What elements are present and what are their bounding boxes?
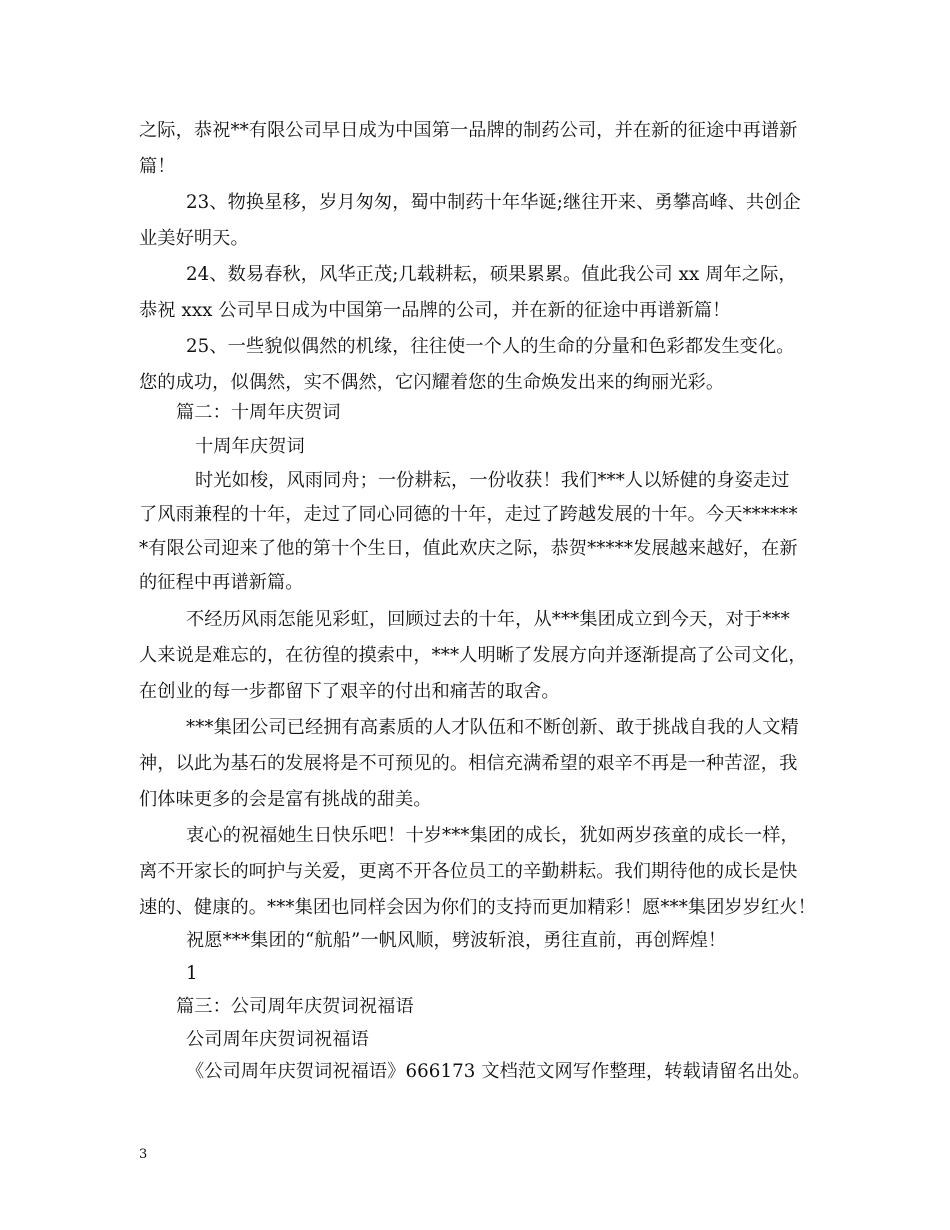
text-line: 23、物换星移，岁月匆匆，蜀中制药十年华诞;继往开来、勇攀高峰、共创企 (186, 192, 801, 213)
text-line: 祝愿***集团的“航船”一帆风顺，劈波斩浪，勇往直前，再创辉煌！ (186, 930, 727, 951)
text-line: 24、数易春秋，风华正茂;几载耕耘，硕果累累。值此我公司 xx 周年之际， (186, 264, 797, 285)
text-line: 25、一些貌似偶然的机缘，往往使一个人的生命的分量和色彩都发生变化。 (186, 336, 795, 357)
text-line: 离不开家长的呵护与关爱，更离不开各位员工的辛勤耕耘。我们期待他的成长是快 (139, 861, 798, 882)
page-number: 3 (139, 1147, 148, 1162)
text-line: 不经历风雨怎能见彩虹，回顾过去的十年，从***集团成立到今天，对于*** (186, 609, 790, 630)
text-line: 您的成功，似偶然，实不偶然，它闪耀着您的生命焕发出来的绚丽光彩。 (139, 372, 725, 393)
text-line: 们体味更多的会是富有挑战的甜美。 (139, 789, 432, 810)
text-line: 人来说是难忘的，在彷徨的摸索中，***人明晰了发展方向并逐渐提高了公司文化， (139, 645, 807, 666)
inline-page-number: 1 (186, 963, 198, 984)
section-subtitle: 十周年庆贺词 (195, 436, 305, 457)
section-heading: 篇二：十周年庆贺词 (176, 402, 341, 423)
text-line: 在创业的每一步都留下了艰辛的付出和痛苦的取舍。 (139, 681, 560, 702)
text-line: 速的、健康的。***集团也同样会因为你们的支持而更加精彩！愿***集团岁岁红火！ (139, 897, 816, 918)
text-line: 恭祝 xxx 公司早日成为中国第一品牌的公司，并在新的征途中再谱新篇！ (139, 300, 731, 321)
section-heading: 篇三：公司周年庆贺词祝福语 (176, 996, 414, 1017)
text-line: 神，以此为基石的发展将是不可预见的。相信充满希望的艰辛不再是一种苦涩，我 (139, 753, 798, 774)
text-line: 了风雨兼程的十年，走过了同心同德的十年，走过了跨越发展的十年。今天****** (139, 504, 798, 525)
text-line: 衷心的祝福她生日快乐吧！十岁***集团的成长，犹如两岁孩童的成长一样， (186, 825, 799, 846)
section-subtitle: 公司周年庆贺词祝福语 (186, 1029, 369, 1050)
text-line: 篇！ (139, 156, 176, 177)
text-line: 《公司周年庆贺词祝福语》666173 文档范文网写作整理，转载请留名出处。 (186, 1061, 811, 1082)
text-line: 的征程中再谱新篇。 (139, 572, 304, 593)
text-line: 之际，恭祝**有限公司早日成为中国第一品牌的制药公司，并在新的征途中再谱新 (139, 120, 798, 141)
text-line: *有限公司迎来了他的第十个生日，值此欢庆之际，恭贺*****发展越来越好，在新 (139, 538, 798, 559)
text-line: ***集团公司已经拥有高素质的人才队伍和不断创新、敢于挑战自我的人文精 (186, 717, 799, 738)
text-line: 时光如梭，风雨同舟；一份耕耘，一份收获！我们***人以矫健的身姿走过 (195, 470, 790, 491)
text-line: 业美好明天。 (139, 228, 249, 249)
